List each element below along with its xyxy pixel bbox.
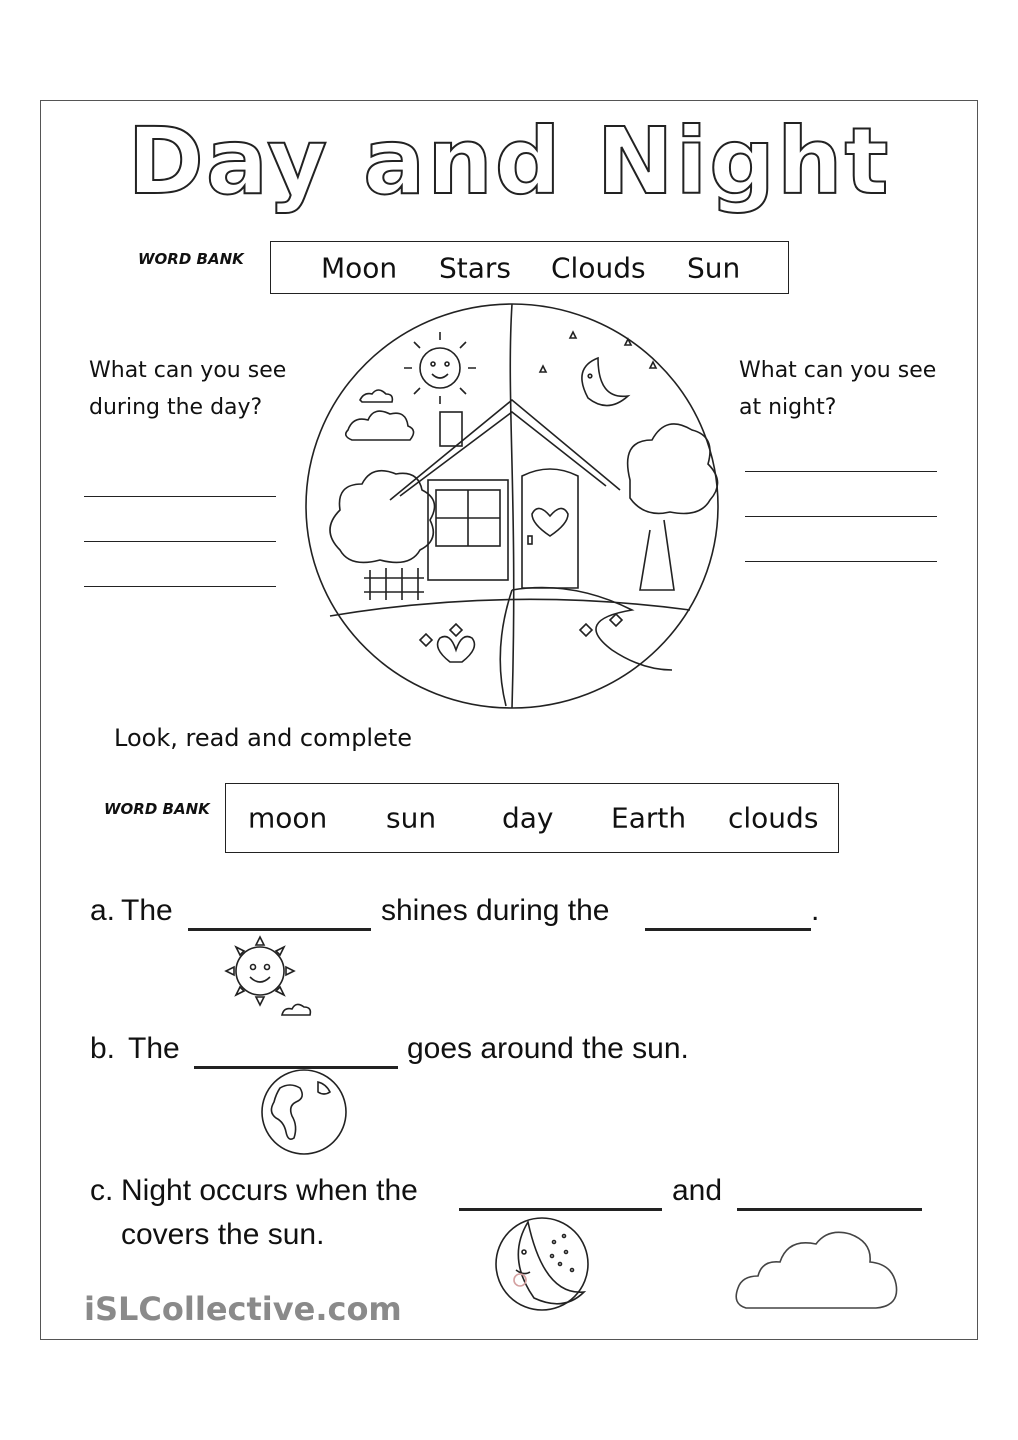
word-bank-word: Clouds	[551, 251, 646, 284]
question-text: covers the sun.	[121, 1218, 325, 1251]
answer-blank[interactable]	[84, 586, 276, 587]
question-text: The	[121, 894, 173, 927]
fill-in-blank[interactable]	[737, 1208, 922, 1211]
day-night-house-illustration	[300, 300, 730, 710]
question-letter: a.	[90, 894, 116, 927]
earth-icon	[258, 1068, 350, 1156]
question-text: and	[672, 1174, 723, 1207]
answer-blank[interactable]	[84, 496, 276, 497]
question-text: .	[811, 894, 820, 927]
answer-blank[interactable]	[745, 516, 937, 517]
instruction-text: Look, read and complete	[114, 724, 413, 752]
answer-blank[interactable]	[745, 561, 937, 562]
word-bank-word: moon	[248, 801, 328, 835]
cloud-icon	[732, 1228, 922, 1314]
fill-in-blank[interactable]	[459, 1208, 662, 1211]
word-bank-word: Stars	[439, 251, 512, 284]
answer-blank[interactable]	[745, 471, 937, 472]
sun-icon	[210, 925, 320, 1020]
answer-blank[interactable]	[84, 541, 276, 542]
question-letter: c.	[90, 1174, 114, 1207]
page-title: Day and Night	[127, 108, 891, 215]
question-text: goes around the sun.	[407, 1032, 689, 1065]
word-bank-word: sun	[386, 801, 437, 835]
watermark: iSLCollective.com	[84, 1290, 402, 1328]
question-letter: b.	[90, 1032, 116, 1065]
word-bank-word: Earth	[611, 801, 687, 835]
question-text: shines during the	[381, 894, 610, 927]
question-text: Night occurs when the	[121, 1174, 418, 1207]
word-bank-word: Moon	[321, 251, 398, 284]
word-bank-word: day	[502, 801, 554, 835]
word-bank-label: WORD BANK	[104, 800, 210, 818]
word-bank-word: clouds	[728, 801, 819, 835]
word-bank-label: WORD BANK	[138, 250, 244, 268]
word-bank-box	[225, 783, 839, 853]
moon-icon	[494, 1212, 590, 1314]
night-question: What can you see at night?	[739, 358, 937, 420]
day-question: What can you see during the day?	[89, 358, 287, 420]
word-bank-word: Sun	[687, 251, 741, 284]
fill-in-blank[interactable]	[645, 928, 811, 931]
word-bank-box	[270, 241, 789, 294]
question-text: The	[128, 1032, 180, 1065]
